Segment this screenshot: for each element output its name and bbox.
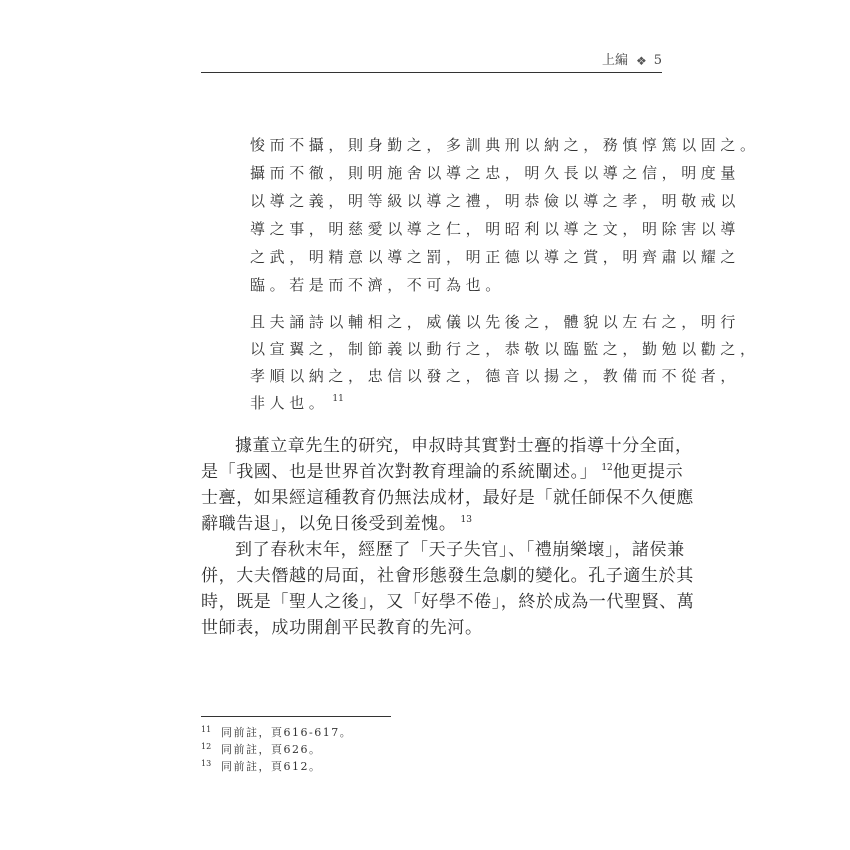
quote-line: 之武，明精意以導之罰，明正德以導之賞，明齊肅以耀之 <box>250 248 741 266</box>
footnote-text: 同前註，頁626。 <box>221 743 322 756</box>
body-paragraph-1 <box>201 433 694 537</box>
body-line: 據董立章先生的研究，申叔時其實對士亹的指導十分全面， <box>235 436 693 456</box>
body-line <box>201 511 657 537</box>
footnote-ref-11[interactable]: 11 <box>332 394 344 404</box>
body-line-text: 他更提示 <box>612 462 684 482</box>
ornament-icon: ❖ <box>635 54 647 68</box>
footnote-ref-13[interactable]: 13 <box>460 515 472 525</box>
body-paragraph-2 <box>201 537 695 641</box>
body-line-text: 辭職告退」，以免日後受到羞愧。 <box>201 514 457 534</box>
quote-line: 導之事，明慈愛以導之仁，明昭利以導之文，明除害以導 <box>250 220 741 238</box>
body-line <box>201 459 684 485</box>
quote-line: 悛而不攝，則身勤之，多訓典刑以納之，務慎惇篤以固之。 <box>250 136 760 154</box>
quote-line: 且夫誦詩以輔相之，威儀以先後之，體貌以左右之，明行 <box>250 313 741 331</box>
block-quote-2 <box>250 309 760 417</box>
footnotes <box>201 724 501 775</box>
section-title: 上編 <box>601 53 628 68</box>
quote-line: 以導之義，明等級以導之禮，明恭儉以導之孝，明敬戒以 <box>250 192 741 210</box>
quote-line-text: 非人也。 <box>250 394 329 412</box>
body-line: 世師表，成功開創平民教育的先河。 <box>201 618 483 638</box>
page-number: 5 <box>653 53 662 68</box>
header-rule <box>201 72 662 73</box>
quote-line: 攝而不徹，則明施舍以導之忠，明久長以導之信，明度量 <box>250 164 741 182</box>
footnote-12: 12 同前註，頁626。 <box>201 742 322 756</box>
body-line: 到了春秋末年，經歷了「天子失官」、「禮崩樂壞」，諸侯兼 <box>235 540 685 560</box>
body-line: 時，既是「聖人之後」，又「好學不倦」，終於成為一代聖賢、萬 <box>201 592 695 612</box>
footnote-13: 13 同前註，頁612。 <box>201 759 322 773</box>
body-line: 士亹，如果經這種教育仍無法成材，最好是「就任師保不久便應 <box>201 488 694 508</box>
quote-line: 孝順以納之，忠信以發之，德音以揚之，教備而不從者， <box>250 367 741 385</box>
body-line: 併，大夫僭越的局面，社會形態發生急劇的變化。孔子適生於其 <box>201 566 694 586</box>
quote-line <box>250 390 652 417</box>
footnote-ref-12[interactable]: 12 <box>601 463 613 473</box>
quote-line: 以宣翼之，制節義以動行之，恭敬以臨監之，勤勉以勸之， <box>250 340 760 358</box>
body-line-text: 是「我國、也是世界首次對教育理論的系統闡述。」 <box>201 462 598 482</box>
quote-line: 臨。若是而不濟，不可為也。 <box>250 276 505 294</box>
block-quote-1 <box>250 131 760 299</box>
footnote-text: 同前註，頁616-617。 <box>221 726 353 739</box>
footnote-11: 11 同前註，頁616-617。 <box>201 725 353 739</box>
running-header <box>201 50 662 72</box>
footnote-text: 同前註，頁612。 <box>221 760 322 773</box>
footnote-rule <box>201 716 391 717</box>
